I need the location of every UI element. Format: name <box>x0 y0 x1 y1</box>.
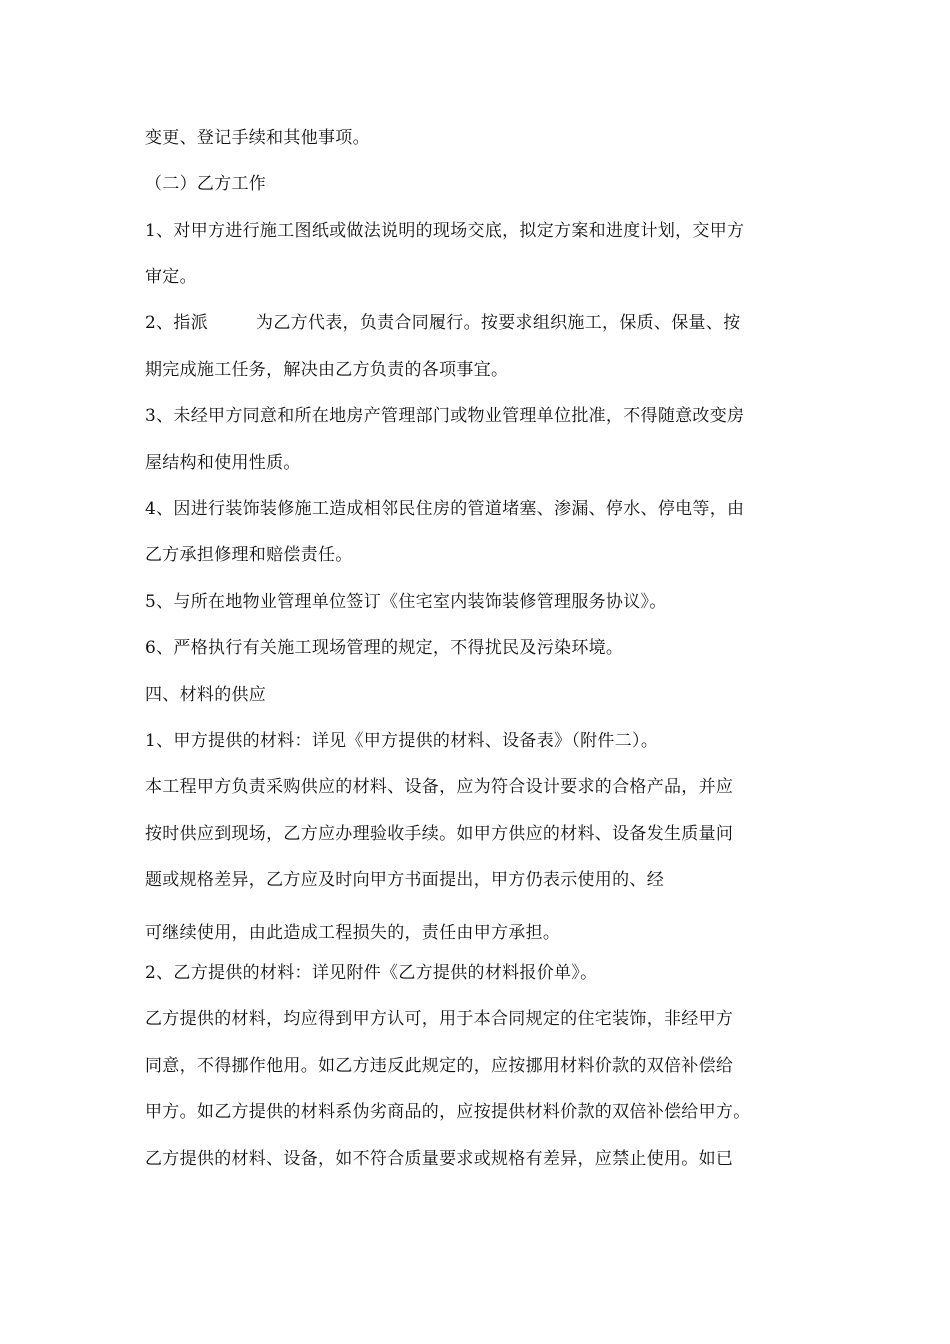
paragraph-line: 期完成施工任务，解决由乙方负责的各项事宜。 <box>145 360 509 380</box>
paragraph-line: 可继续使用，由此造成工程损失的，责任由甲方承担。 <box>145 923 561 943</box>
paragraph-segment: 为乙方代表，负责合同履行。按要求组织施工，保质、保量、按 <box>256 313 741 333</box>
paragraph-line: 1、甲方提供的材料：详见《甲方提供的材料、设备表》（附件二）。 <box>145 731 659 751</box>
paragraph-line: 甲方。如乙方提供的材料系伪劣商品的，应按提供材料价款的双倍补偿给甲方。 <box>145 1102 751 1122</box>
paragraph-line: 屋结构和使用性质。 <box>145 453 301 473</box>
paragraph-line: 本工程甲方负责采购供应的材料、设备，应为符合设计要求的合格产品，并应 <box>145 777 734 797</box>
section-heading: （二）乙方工作 <box>145 174 267 194</box>
paragraph-line: 4、因进行装饰装修施工造成相邻民住房的管道堵塞、渗漏、停水、停电等，由 <box>145 499 745 519</box>
paragraph-line: 3、未经甲方同意和所在地房产管理部门或物业管理单位批准，不得随意改变房 <box>145 406 745 426</box>
paragraph-line: 5、与所在地物业管理单位签订《住宅室内装饰装修管理服务协议》。 <box>145 592 667 612</box>
paragraph-line: 乙方提供的材料，均应得到甲方认可，用于本合同规定的住宅装饰，非经甲方 <box>145 1009 734 1029</box>
paragraph-line: 审定。 <box>145 267 197 287</box>
paragraph-line: 按时供应到现场，乙方应办理验收手续。如甲方供应的材料、设备发生质量问 <box>145 824 734 844</box>
paragraph-line: 同意，不得挪作他用。如乙方违反此规定的，应按挪用材料价款的双倍补偿给 <box>145 1056 734 1076</box>
paragraph-line: 乙方提供的材料、设备，如不符合质量要求或规格有差异，应禁止使用。如已 <box>145 1149 734 1169</box>
paragraph-line: 乙方承担修理和赔偿责任。 <box>145 545 353 565</box>
paragraph-line: 1、对甲方进行施工图纸或做法说明的现场交底，拟定方案和进度计划，交甲方 <box>145 221 745 241</box>
paragraph-line <box>145 312 825 334</box>
paragraph-line: 变更、登记手续和其他事项。 <box>145 128 370 148</box>
paragraph-line: 6、严格执行有关施工现场管理的规定，不得扰民及污染环境。 <box>145 638 624 658</box>
paragraph-line: 2、乙方提供的材料：详见附件《乙方提供的材料报价单》。 <box>145 963 598 983</box>
paragraph-segment: 2、指派 <box>145 313 209 333</box>
paragraph-line: 题或规格差异，乙方应及时向甲方书面提出，甲方仍表示使用的、经 <box>145 870 664 890</box>
section-heading: 四、材料的供应 <box>145 685 267 705</box>
